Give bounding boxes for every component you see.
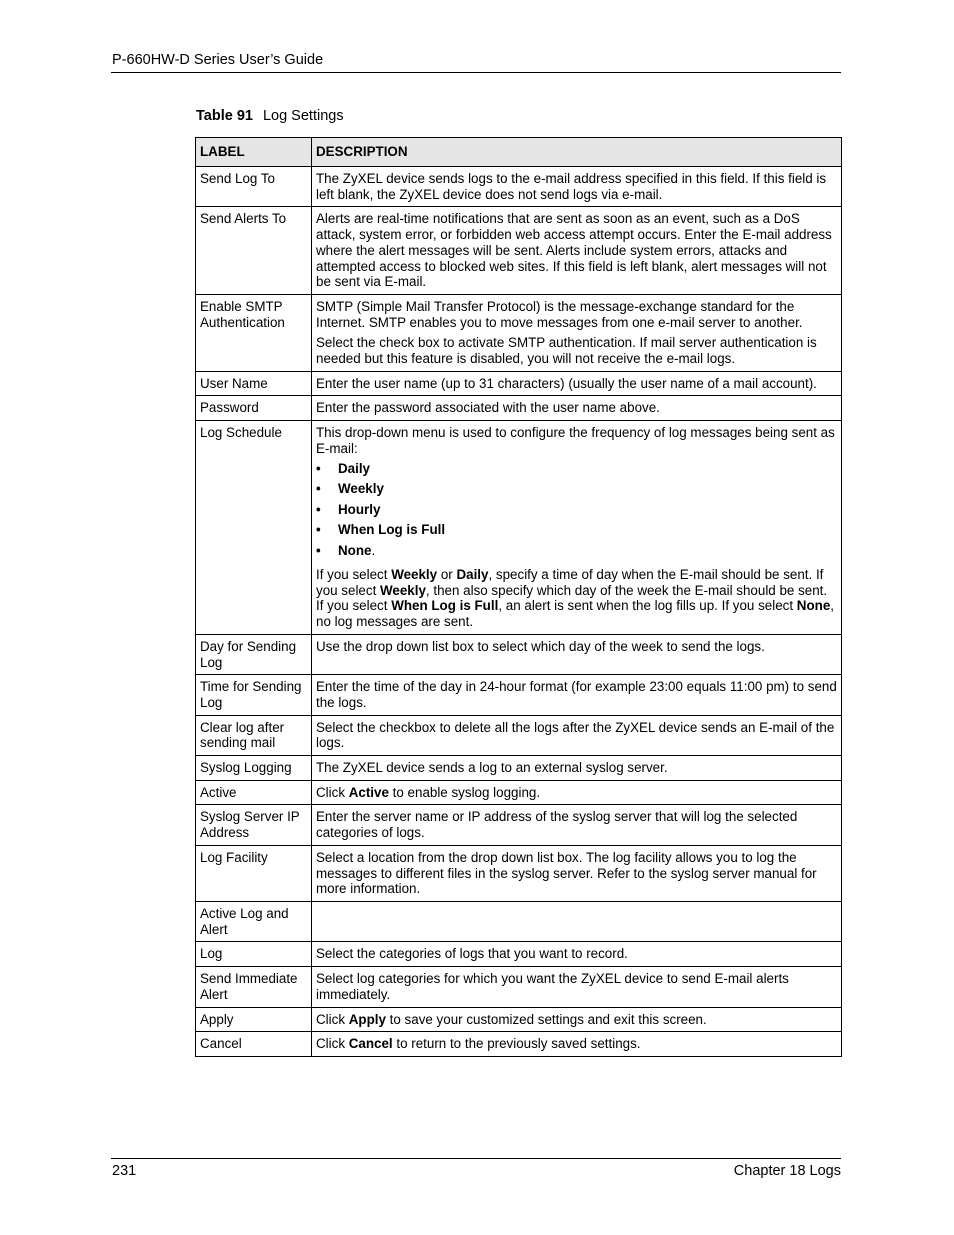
text-run: , then also specify which day of the week the E-mail should be sent. If you select bbox=[316, 582, 828, 614]
row-label: Send Log To bbox=[196, 167, 312, 207]
row-label: Apply bbox=[196, 1007, 312, 1032]
text-run: to enable syslog logging. bbox=[388, 784, 541, 800]
bold-run: Weekly bbox=[391, 567, 438, 583]
description-text: SMTP (Simple Mail Transfer Protocol) is the message-exchange standard for the Internet. SMTP enables you to move messages from one e-mail server to another. bbox=[316, 298, 803, 330]
description-text: Alerts are real-time notifications that are sent as soon as an event, such as a DoS attack, system error, or forbidden web access attempt occurs. Enter the E-mail address where the alert messages will be sent. Alerts include system errors, attacks and attempted access to blocked web sites. If this field is left blank, alert messages will not be sent via E-mail. bbox=[316, 211, 832, 290]
description-text: Use the drop down list box to select which day of the week to send the logs. bbox=[316, 638, 765, 654]
table-header-row bbox=[196, 138, 842, 167]
table-row bbox=[196, 421, 842, 635]
description-text bbox=[316, 1036, 837, 1052]
text-run: to return to the previously saved settings. bbox=[392, 1036, 641, 1052]
bold-run: Apply bbox=[348, 1011, 386, 1027]
table-row bbox=[196, 294, 842, 371]
row-description bbox=[312, 634, 842, 674]
table-row bbox=[196, 675, 842, 715]
row-description bbox=[312, 371, 842, 396]
text-run: to save your customized settings and exit this screen. bbox=[385, 1011, 707, 1027]
row-description bbox=[312, 207, 842, 295]
table-row bbox=[196, 780, 842, 805]
description-text bbox=[316, 567, 837, 630]
description-text: Enter the user name (up to 31 characters) (usually the user name of a mail account). bbox=[316, 375, 817, 391]
description-text: Select the checkbox to delete all the logs after the ZyXEL device sends an E-mail of the logs. bbox=[316, 719, 835, 751]
list-item: • Daily bbox=[316, 461, 837, 482]
page-header bbox=[111, 52, 841, 73]
row-description bbox=[312, 715, 842, 755]
description-text: Select log categories for which you want the ZyXEL device to send E-mail alerts immediately. bbox=[316, 971, 789, 1002]
list-item: • When Log is Full bbox=[316, 522, 837, 543]
row-label: Send Alerts To bbox=[196, 207, 312, 295]
table-row bbox=[196, 756, 842, 781]
row-label: Syslog Logging bbox=[196, 756, 312, 781]
page-number: 231 bbox=[112, 1163, 137, 1179]
row-label: Time for Sending Log bbox=[196, 675, 312, 715]
description-text: Enter the password associated with the user name above. bbox=[316, 400, 660, 416]
row-description bbox=[312, 942, 842, 967]
description-text: Enter the server name or IP address of the syslog server that will log the selected categories of logs. bbox=[316, 809, 798, 841]
row-description bbox=[312, 675, 842, 715]
log-settings-table bbox=[195, 137, 842, 1057]
text-run: Click bbox=[316, 1036, 349, 1052]
text-run: , no log messages are sent. bbox=[316, 598, 835, 630]
table-row bbox=[196, 902, 842, 942]
description-text: The ZyXEL device sends a log to an external syslog server. bbox=[316, 760, 668, 776]
row-label: Clear log after sending mail bbox=[196, 715, 312, 755]
table-row bbox=[196, 1007, 842, 1032]
row-description bbox=[312, 396, 842, 421]
option-suffix: . bbox=[371, 542, 376, 558]
chapter-title: Chapter 18 Logs bbox=[733, 1163, 841, 1179]
row-label: Enable SMTP Authentication bbox=[196, 294, 312, 371]
table-caption bbox=[196, 108, 344, 124]
schedule-options-list bbox=[316, 461, 837, 564]
table-row bbox=[196, 634, 842, 674]
row-description bbox=[312, 845, 842, 901]
column-header-label: LABEL bbox=[196, 138, 312, 167]
description-text: The ZyXEL device sends logs to the e-mail address specified in this field. If this field is left blank, the ZyXEL device does not send logs via e-mail. bbox=[316, 171, 827, 202]
text-run: Click bbox=[316, 1011, 349, 1027]
description-text bbox=[316, 1012, 837, 1028]
row-label: Cancel bbox=[196, 1032, 312, 1057]
option-text: None bbox=[338, 542, 372, 558]
row-label: User Name bbox=[196, 371, 312, 396]
row-label: Active bbox=[196, 780, 312, 805]
table-row bbox=[196, 715, 842, 755]
text-run: , an alert is sent when the log fills up. If you select bbox=[498, 598, 797, 614]
row-label: Day for Sending Log bbox=[196, 634, 312, 674]
table-number: Table 91 bbox=[196, 108, 253, 124]
table-row bbox=[196, 942, 842, 967]
text-run: , specify a time of day when the E-mail should be sent. If you select bbox=[316, 567, 824, 598]
text-run: If you select bbox=[316, 567, 392, 583]
bold-run: Cancel bbox=[348, 1036, 393, 1052]
table-row bbox=[196, 805, 842, 845]
row-label: Log Schedule bbox=[196, 421, 312, 635]
row-description bbox=[312, 1007, 842, 1032]
description-text: This drop-down menu is used to configure the frequency of log messages being sent as E-mail: bbox=[316, 425, 835, 456]
row-description bbox=[312, 780, 842, 805]
bold-run: Active bbox=[348, 784, 389, 800]
row-description bbox=[312, 805, 842, 845]
row-description bbox=[312, 294, 842, 371]
row-label: Password bbox=[196, 396, 312, 421]
table-row bbox=[196, 1032, 842, 1057]
list-item bbox=[316, 543, 837, 564]
row-label: Active Log and Alert bbox=[196, 902, 312, 942]
description-text: Select the check box to activate SMTP authentication. If mail server authentication is needed but this feature is disabled, you will not receive the e-mail logs. bbox=[316, 335, 817, 367]
guide-title: P-660HW-D Series User’s Guide bbox=[112, 52, 324, 68]
list-item: • Hourly bbox=[316, 502, 837, 523]
row-description bbox=[312, 967, 842, 1007]
text-run: Click bbox=[316, 784, 349, 800]
table-row bbox=[196, 371, 842, 396]
table-title: Log Settings bbox=[262, 108, 344, 124]
row-label: Log bbox=[196, 942, 312, 967]
description-text: Select a location from the drop down list box. The log facility allows you to log the messages to different files in the syslog server. Refer to the syslog server manual for more information. bbox=[316, 849, 817, 897]
bold-run: When Log is Full bbox=[391, 598, 499, 614]
column-header-description: DESCRIPTION bbox=[312, 138, 842, 167]
table-row bbox=[196, 967, 842, 1007]
description-text: Enter the time of the day in 24-hour format (for example 23:00 equals 11:00 pm) to send the logs. bbox=[316, 679, 837, 710]
table-row bbox=[196, 207, 842, 295]
row-description bbox=[312, 421, 842, 635]
bold-run: Weekly bbox=[380, 582, 426, 598]
description-text: Select the categories of logs that you want to record. bbox=[316, 946, 628, 962]
page-footer bbox=[111, 1158, 841, 1181]
row-label: Send Immediate Alert bbox=[196, 967, 312, 1007]
row-description bbox=[312, 1032, 842, 1057]
table-row bbox=[196, 167, 842, 207]
row-description bbox=[312, 902, 842, 942]
description-text bbox=[316, 785, 837, 801]
list-item: • Weekly bbox=[316, 481, 837, 502]
table-row bbox=[196, 396, 842, 421]
row-description bbox=[312, 167, 842, 207]
table-row bbox=[196, 845, 842, 901]
row-label: Syslog Server IP Address bbox=[196, 805, 312, 845]
row-description bbox=[312, 756, 842, 781]
bold-run: Daily bbox=[456, 567, 489, 583]
text-run: or bbox=[437, 567, 457, 583]
bold-run: None bbox=[796, 598, 831, 614]
row-label: Log Facility bbox=[196, 845, 312, 901]
